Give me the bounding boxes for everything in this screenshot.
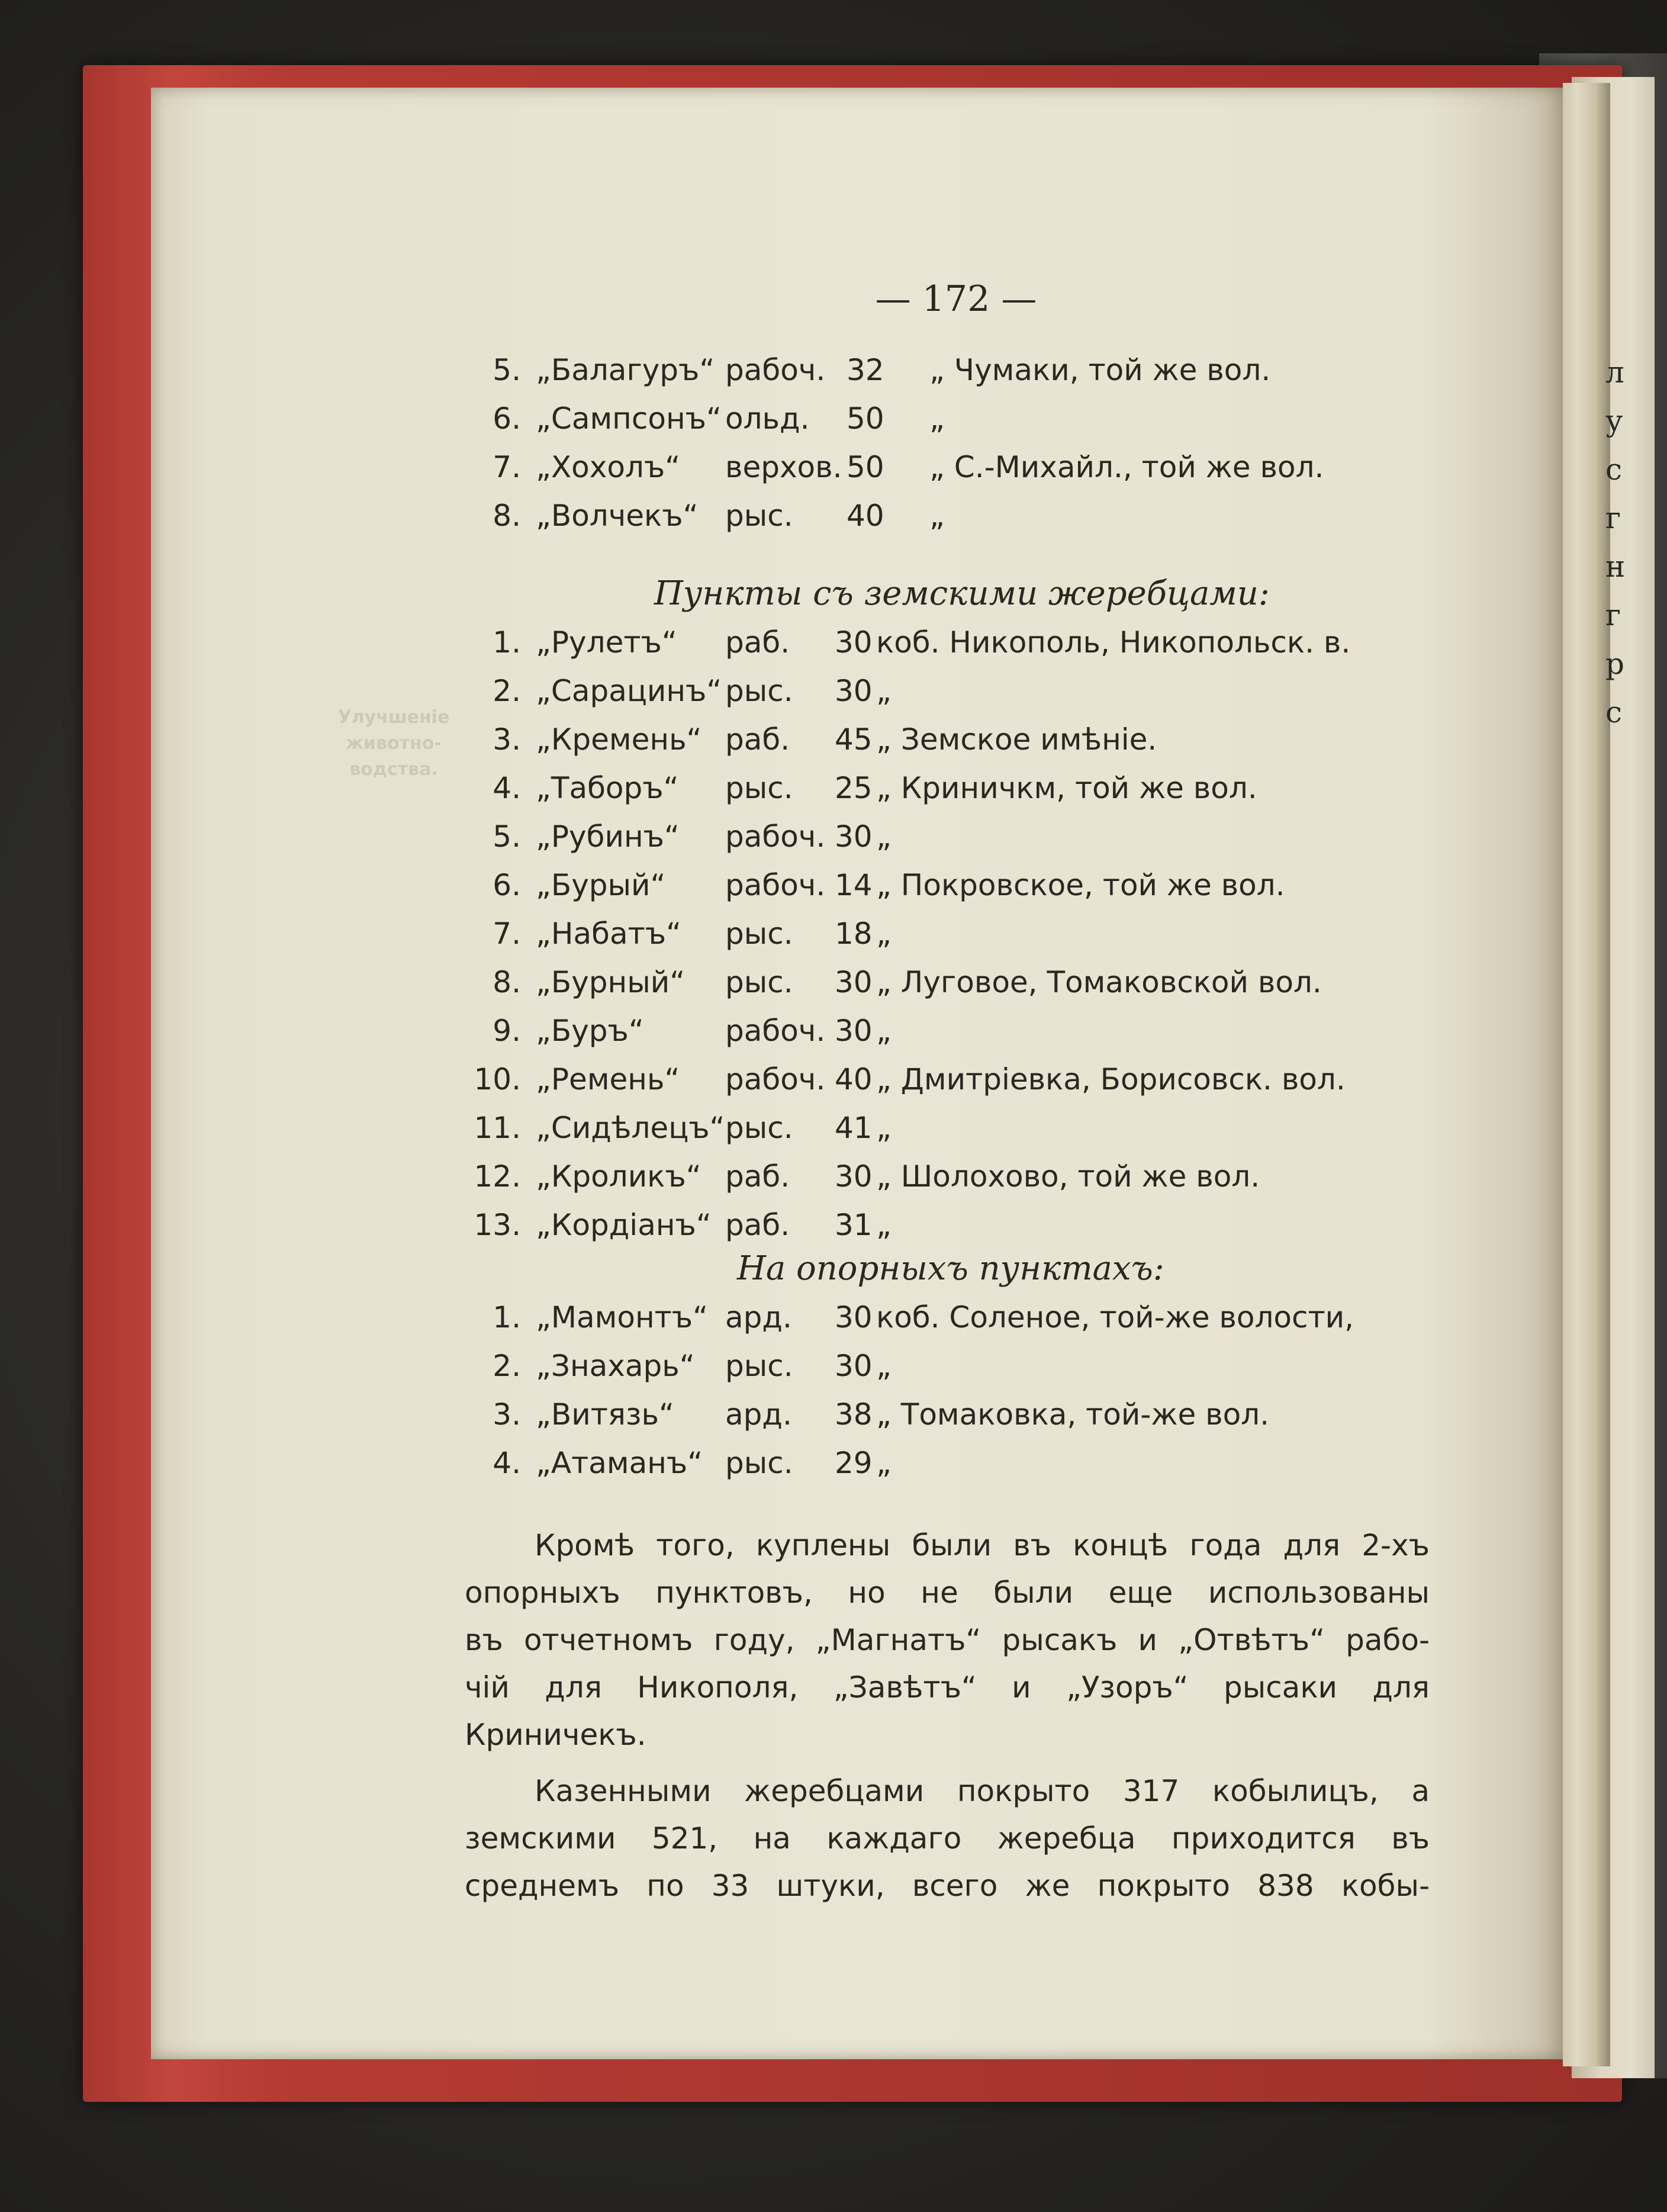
entry-num: 1. [493, 625, 521, 660]
entry-age: 38 [835, 1397, 873, 1432]
entry-name: „Бурный“ [536, 965, 686, 999]
paragraph-purchases: Кромѣ того, куплены были въ концѣ года для 2-хъ опорныхъ пунктовъ, но не были еще использованы въ отчетномъ году, „Магнатъ“ рысакъ и „Отвѣтъ“ рабо- чій для Никополя, „Завѣтъ“ и „Узоръ“ рысаки для Криничекъ. [465, 1528, 1430, 1752]
entry-type: раб. [725, 722, 790, 757]
entry-num: 3. [493, 1397, 521, 1432]
entry-type: ард. [725, 1300, 792, 1335]
entry-type: верхов. [725, 450, 842, 484]
list-item [0, 443, 1667, 491]
list-item [0, 667, 1667, 715]
entry-place: „ Земское имѣніе. [876, 722, 1157, 757]
entry-place: коб. Соленое, той-же волости, [876, 1300, 1354, 1335]
list-item [0, 395, 1667, 442]
entry-type: ольд. [725, 401, 810, 436]
entry-num: 6. [493, 401, 521, 436]
next-page-glyph: с [1605, 452, 1623, 487]
entry-place: „ С.-Михайл., той же вол. [929, 450, 1324, 484]
entry-type: рабоч. [725, 868, 826, 902]
entry-num: 8. [493, 965, 521, 999]
entry-type: рыс. [725, 499, 793, 533]
entry-name: „Атаманъ“ [536, 1446, 703, 1480]
list-item [0, 346, 1667, 394]
next-page-glyph: г [1605, 598, 1621, 632]
entry-name: „Мамонтъ“ [536, 1300, 709, 1335]
entry-name: „Волчекъ“ [536, 499, 699, 533]
entry-place: „ [929, 401, 945, 436]
entry-place: „ [876, 1014, 892, 1048]
next-page-glyph: л [1605, 355, 1624, 390]
entry-age: 45 [835, 722, 873, 757]
entry-place: „ [876, 1349, 892, 1383]
entry-place: „ Шолохово, той же вол. [876, 1159, 1260, 1194]
entry-name: „Кремень“ [536, 722, 702, 757]
entry-num: 4. [493, 771, 521, 805]
entry-age: 30 [835, 819, 873, 854]
list-item [0, 1439, 1667, 1487]
list-item [0, 619, 1667, 666]
entry-place: „ Дмитріевка, Борисовск. вол. [876, 1062, 1346, 1097]
entry-num: 5. [493, 353, 521, 387]
entry-place: „ [876, 1111, 892, 1145]
entry-num: 2. [493, 674, 521, 708]
entry-age: 40 [835, 1062, 873, 1097]
entry-place: „ [876, 1446, 892, 1480]
entry-age: 30 [835, 965, 873, 999]
entry-type: рыс. [725, 1349, 793, 1383]
entry-place: „ [876, 819, 892, 854]
page-number: — 172 — [875, 278, 1037, 320]
entry-place: „ Луговое, Томаковской вол. [876, 965, 1322, 999]
entry-age: 50 [847, 401, 884, 436]
entry-name: „Бурый“ [536, 868, 666, 902]
entry-type: раб. [725, 1159, 790, 1194]
next-page-glyph: с [1605, 695, 1623, 729]
entry-age: 25 [835, 771, 873, 805]
entry-name: „Знахарь“ [536, 1349, 695, 1383]
entry-type: рабоч. [725, 819, 826, 854]
entry-age: 40 [847, 499, 884, 533]
entry-place: „ [876, 674, 892, 708]
paragraph-coverage: Казенными жеребцами покрыто 317 кобылицъ, а земскими 521, на каждаго жеребца приходится въ среднемъ по 33 штуки, всего же покрыто 838 кобы- [465, 1774, 1430, 1903]
entry-num: 3. [493, 722, 521, 757]
entry-type: раб. [725, 1208, 790, 1242]
entry-type: рыс. [725, 771, 793, 805]
entry-age: 41 [835, 1111, 873, 1145]
entry-place: „ Криничкм, той же вол. [876, 771, 1257, 805]
entry-type: рабоч. [725, 353, 826, 387]
list-item [0, 1391, 1667, 1438]
list-item [0, 1056, 1667, 1103]
list-item [0, 813, 1667, 860]
entry-num: 2. [493, 1349, 521, 1383]
entry-place: „ Покровское, той же вол. [876, 868, 1285, 902]
list-item [0, 492, 1667, 539]
entry-age: 32 [847, 353, 884, 387]
list-item [0, 1153, 1667, 1200]
entry-type: рыс. [725, 917, 793, 951]
entry-name: „Набатъ“ [536, 917, 681, 951]
entry-type: рыс. [725, 1111, 793, 1145]
entry-place: „ [876, 1208, 892, 1242]
entry-type: рабоч. [725, 1062, 826, 1097]
entry-age: 30 [835, 1159, 873, 1194]
list-item [0, 910, 1667, 957]
list-item [0, 1201, 1667, 1249]
entry-age: 30 [835, 1349, 873, 1383]
next-page-glyph: г [1605, 501, 1621, 535]
entry-age: 50 [847, 450, 884, 484]
entry-name: „Буръ“ [536, 1014, 644, 1048]
list-item [0, 861, 1667, 909]
entry-age: 30 [835, 1014, 873, 1048]
entry-num: 11. [474, 1111, 521, 1145]
list-item [0, 764, 1667, 812]
entry-type: рыс. [725, 674, 793, 708]
entry-type: ард. [725, 1397, 792, 1432]
entry-name: „Сампсонъ“ [536, 401, 722, 436]
list-item [0, 716, 1667, 763]
entry-num: 7. [493, 450, 521, 484]
entry-type: рыс. [725, 1446, 793, 1480]
entry-age: 30 [835, 625, 873, 660]
entry-name: „Таборъ“ [536, 771, 679, 805]
list-item [0, 959, 1667, 1006]
next-page-glyph: у [1605, 404, 1623, 438]
next-page-glyph: р [1605, 647, 1625, 681]
entry-num: 4. [493, 1446, 521, 1480]
entry-name: „Сидѣлецъ“ [536, 1111, 725, 1145]
entry-type: рабоч. [725, 1014, 826, 1048]
entry-place: „ Чумаки, той же вол. [929, 353, 1271, 387]
entry-age: 30 [835, 1300, 873, 1335]
next-page-glyph: н [1605, 549, 1626, 584]
entry-age: 30 [835, 674, 873, 708]
list-item [0, 1007, 1667, 1054]
entry-age: 14 [835, 868, 873, 902]
list-item [0, 1294, 1667, 1341]
zemstvo-heading: Пункты съ земскими жеребцами: [654, 574, 1270, 613]
entry-name: „Рубинъ“ [536, 819, 680, 854]
entry-name: „Ремень“ [536, 1062, 680, 1097]
entry-name: „Хохолъ“ [536, 450, 681, 484]
entry-name: „Кордіанъ“ [536, 1208, 712, 1242]
entry-place: „ [929, 499, 945, 533]
entry-num: 5. [493, 819, 521, 854]
entry-name: „Сарацинъ“ [536, 674, 722, 708]
entry-type: раб. [725, 625, 790, 660]
entry-num: 10. [474, 1062, 521, 1097]
entry-num: 12. [474, 1159, 521, 1194]
entry-age: 18 [835, 917, 873, 951]
entry-name: „Витязь“ [536, 1397, 674, 1432]
entry-num: 8. [493, 499, 521, 533]
entry-num: 6. [493, 868, 521, 902]
entry-name: „Кроликъ“ [536, 1159, 701, 1194]
opornye-heading: На опорныхъ пунктахъ: [737, 1249, 1164, 1288]
entry-place: „ Томаковка, той-же вол. [876, 1397, 1270, 1432]
list-item [0, 1342, 1667, 1390]
entry-num: 7. [493, 917, 521, 951]
entry-place: коб. Никополь, Никопольск. в. [876, 625, 1351, 660]
entry-num: 9. [493, 1014, 521, 1048]
entry-name: „Балагуръ“ [536, 353, 715, 387]
entry-place: „ [876, 917, 892, 951]
entry-num: 13. [474, 1208, 521, 1242]
margin-note-bleedthrough: Улучшенiе животно- водства. [337, 707, 450, 780]
entry-type: рыс. [725, 965, 793, 999]
entry-name: „Рулетъ“ [536, 625, 677, 660]
list-item [0, 1104, 1667, 1152]
entry-age: 31 [835, 1208, 873, 1242]
entry-age: 29 [835, 1446, 873, 1480]
entry-num: 1. [493, 1300, 521, 1335]
